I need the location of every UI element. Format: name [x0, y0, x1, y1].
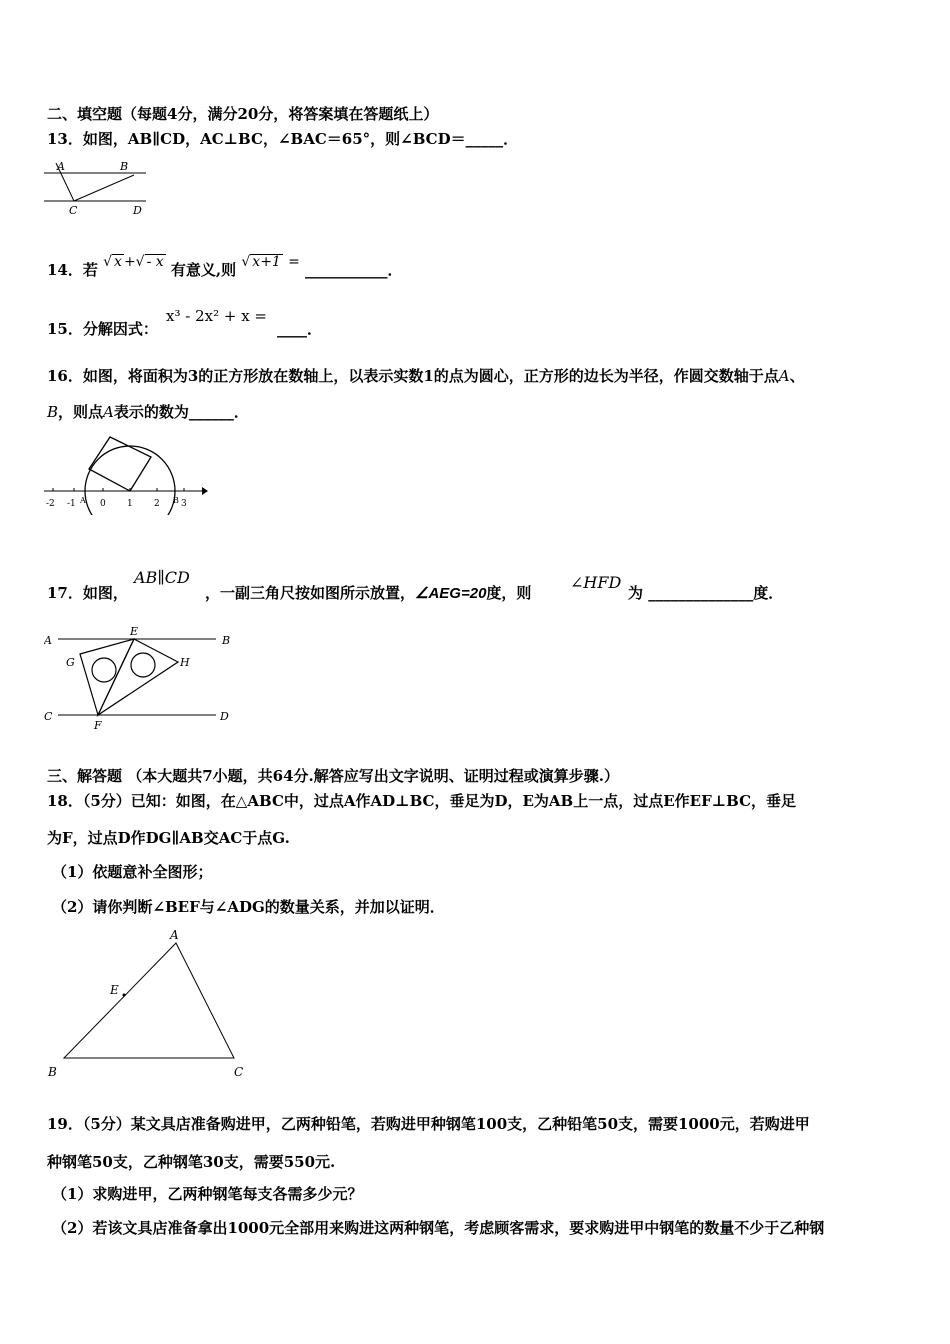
section-3-heading: 三、解答题 （本大题共7小题，共64分.解答应写出文字说明、证明过程或演算步骤.）: [47, 767, 619, 785]
question-19-line1: 19．（5分）某文具店准备购进甲，乙两种铅笔，若购进甲种钢笔100支，乙种铅笔50支，需要1000元，若购进甲: [47, 1115, 810, 1133]
question-17-prefix: 17．如图，: [47, 584, 128, 602]
question-18-figure: [44, 925, 254, 1083]
question-17-text: [205, 582, 531, 603]
q14-blank: ___________．: [305, 261, 403, 279]
q18-label-c: C: [234, 1065, 244, 1079]
q14-sqrt-neg-x: - x: [146, 254, 164, 270]
question-18-line2: 为F，过点D作DG∥AB交AC于点G.: [47, 829, 290, 847]
q16-line2-end: 表示的数为______．: [113, 403, 249, 421]
q14-equals: =: [288, 254, 300, 270]
question-16-line2: [47, 401, 249, 422]
q14-middle: 有意义,则: [170, 261, 237, 279]
question-18-sub1: （1）依题意补全图形；: [52, 863, 213, 881]
q14-prefix: 14．若: [47, 261, 98, 279]
q18-label-a: A: [170, 928, 179, 942]
q17-label-a: A: [44, 634, 52, 647]
q14-sqrt-x-plus-1: x+1: [252, 254, 281, 270]
q17-label-b: B: [222, 634, 231, 647]
question-19-sub2: （2）若该文具店准备拿出1000元全部用来购进这两种钢笔，考虑顾客需求，要求购进甲中钢笔的数量不少于乙种钢: [52, 1219, 825, 1237]
q16-tick-2: 2: [154, 499, 160, 509]
q17-label-d: D: [220, 710, 229, 723]
q17-suffix: 为: [628, 584, 644, 602]
q17-blank: ______________度．: [648, 584, 784, 602]
q14-sqrt-x: x: [114, 254, 122, 270]
q16-tick-1: 1: [127, 499, 133, 509]
q16-line2-text: ，则点: [58, 403, 104, 421]
question-16-figure: [42, 433, 210, 515]
question-17-parallel: AB∥CD: [134, 568, 190, 587]
q17-label-g: G: [66, 656, 75, 669]
q16-tick-0: 0: [100, 499, 106, 509]
question-17-figure: [44, 623, 240, 735]
q16-line1-text: 16．如图，将面积为3的正方形放在数轴上，以表示实数1的点为圆心，正方形的边长为半径，作圆交数轴于点: [47, 367, 779, 385]
q13-label-a: A: [57, 160, 65, 173]
q18-label-b: B: [48, 1065, 57, 1079]
question-15-blank: ____．: [277, 320, 323, 338]
question-18-line1: 18．（5分）已知：如图，在△ABC中，过点A作AD⊥BC，垂足为D，E为AB上一点，过点E作EF⊥BC，垂足: [47, 792, 797, 810]
q17-label-e: E: [130, 625, 139, 638]
q16-separator: 、: [789, 367, 805, 385]
q17-label-h: H: [180, 656, 190, 669]
q13-label-c: C: [69, 204, 78, 217]
q17-middle: ，一副三角尺按如图所示放置，: [205, 584, 416, 602]
question-14: 14．若 √ x +√ - x 有意义,则 √ x+1 = ___________．: [47, 254, 403, 279]
question-15-expression: x³ - 2x² + x =: [166, 307, 267, 325]
q16-tick-neg1: -1: [67, 499, 76, 509]
question-19-line2: 种钢笔50支，乙种钢笔30支，需要550元.: [47, 1153, 336, 1171]
q18-label-e: E: [110, 983, 119, 997]
q16-point-a: A: [778, 367, 790, 385]
q16-tick-b: B: [173, 496, 179, 505]
section-2-heading: 二、填空题（每题4分，满分20分，将答案填在答题纸上）: [47, 105, 439, 123]
q13-label-b: B: [120, 160, 129, 173]
question-13-text: 13．如图，AB∥CD，AC⊥BC，∠BAC＝65°，则∠BCD＝_____．: [47, 130, 519, 148]
question-15-prefix: 15．分解因式：: [47, 320, 158, 338]
question-18-sub2: （2）请你判断∠BEF与∠ADG的数量关系，并加以证明．: [52, 898, 445, 916]
question-16-line1: [47, 365, 805, 386]
q16-tick-neg2: -2: [46, 499, 55, 509]
q17-label-f: F: [94, 719, 102, 732]
q16-tick-3: 3: [181, 499, 187, 509]
q16-tick-a: A: [80, 496, 86, 505]
q17-angle: ∠AEG=20: [415, 585, 487, 602]
question-19-sub1: （1）求购进甲，乙两种钢笔每支各需多少元？: [52, 1185, 363, 1203]
q17-label-c: C: [44, 710, 53, 723]
q17-middle2: 度，则: [486, 584, 532, 602]
question-17-suffix: [628, 582, 783, 603]
question-17-angle-hfd: ∠HFD: [570, 573, 622, 592]
q14-plus: +: [123, 254, 136, 270]
q16-point-a-ref: A: [103, 403, 114, 421]
q16-point-b: B: [47, 403, 59, 421]
q13-label-d: D: [133, 204, 142, 217]
question-13-figure: [44, 157, 154, 219]
